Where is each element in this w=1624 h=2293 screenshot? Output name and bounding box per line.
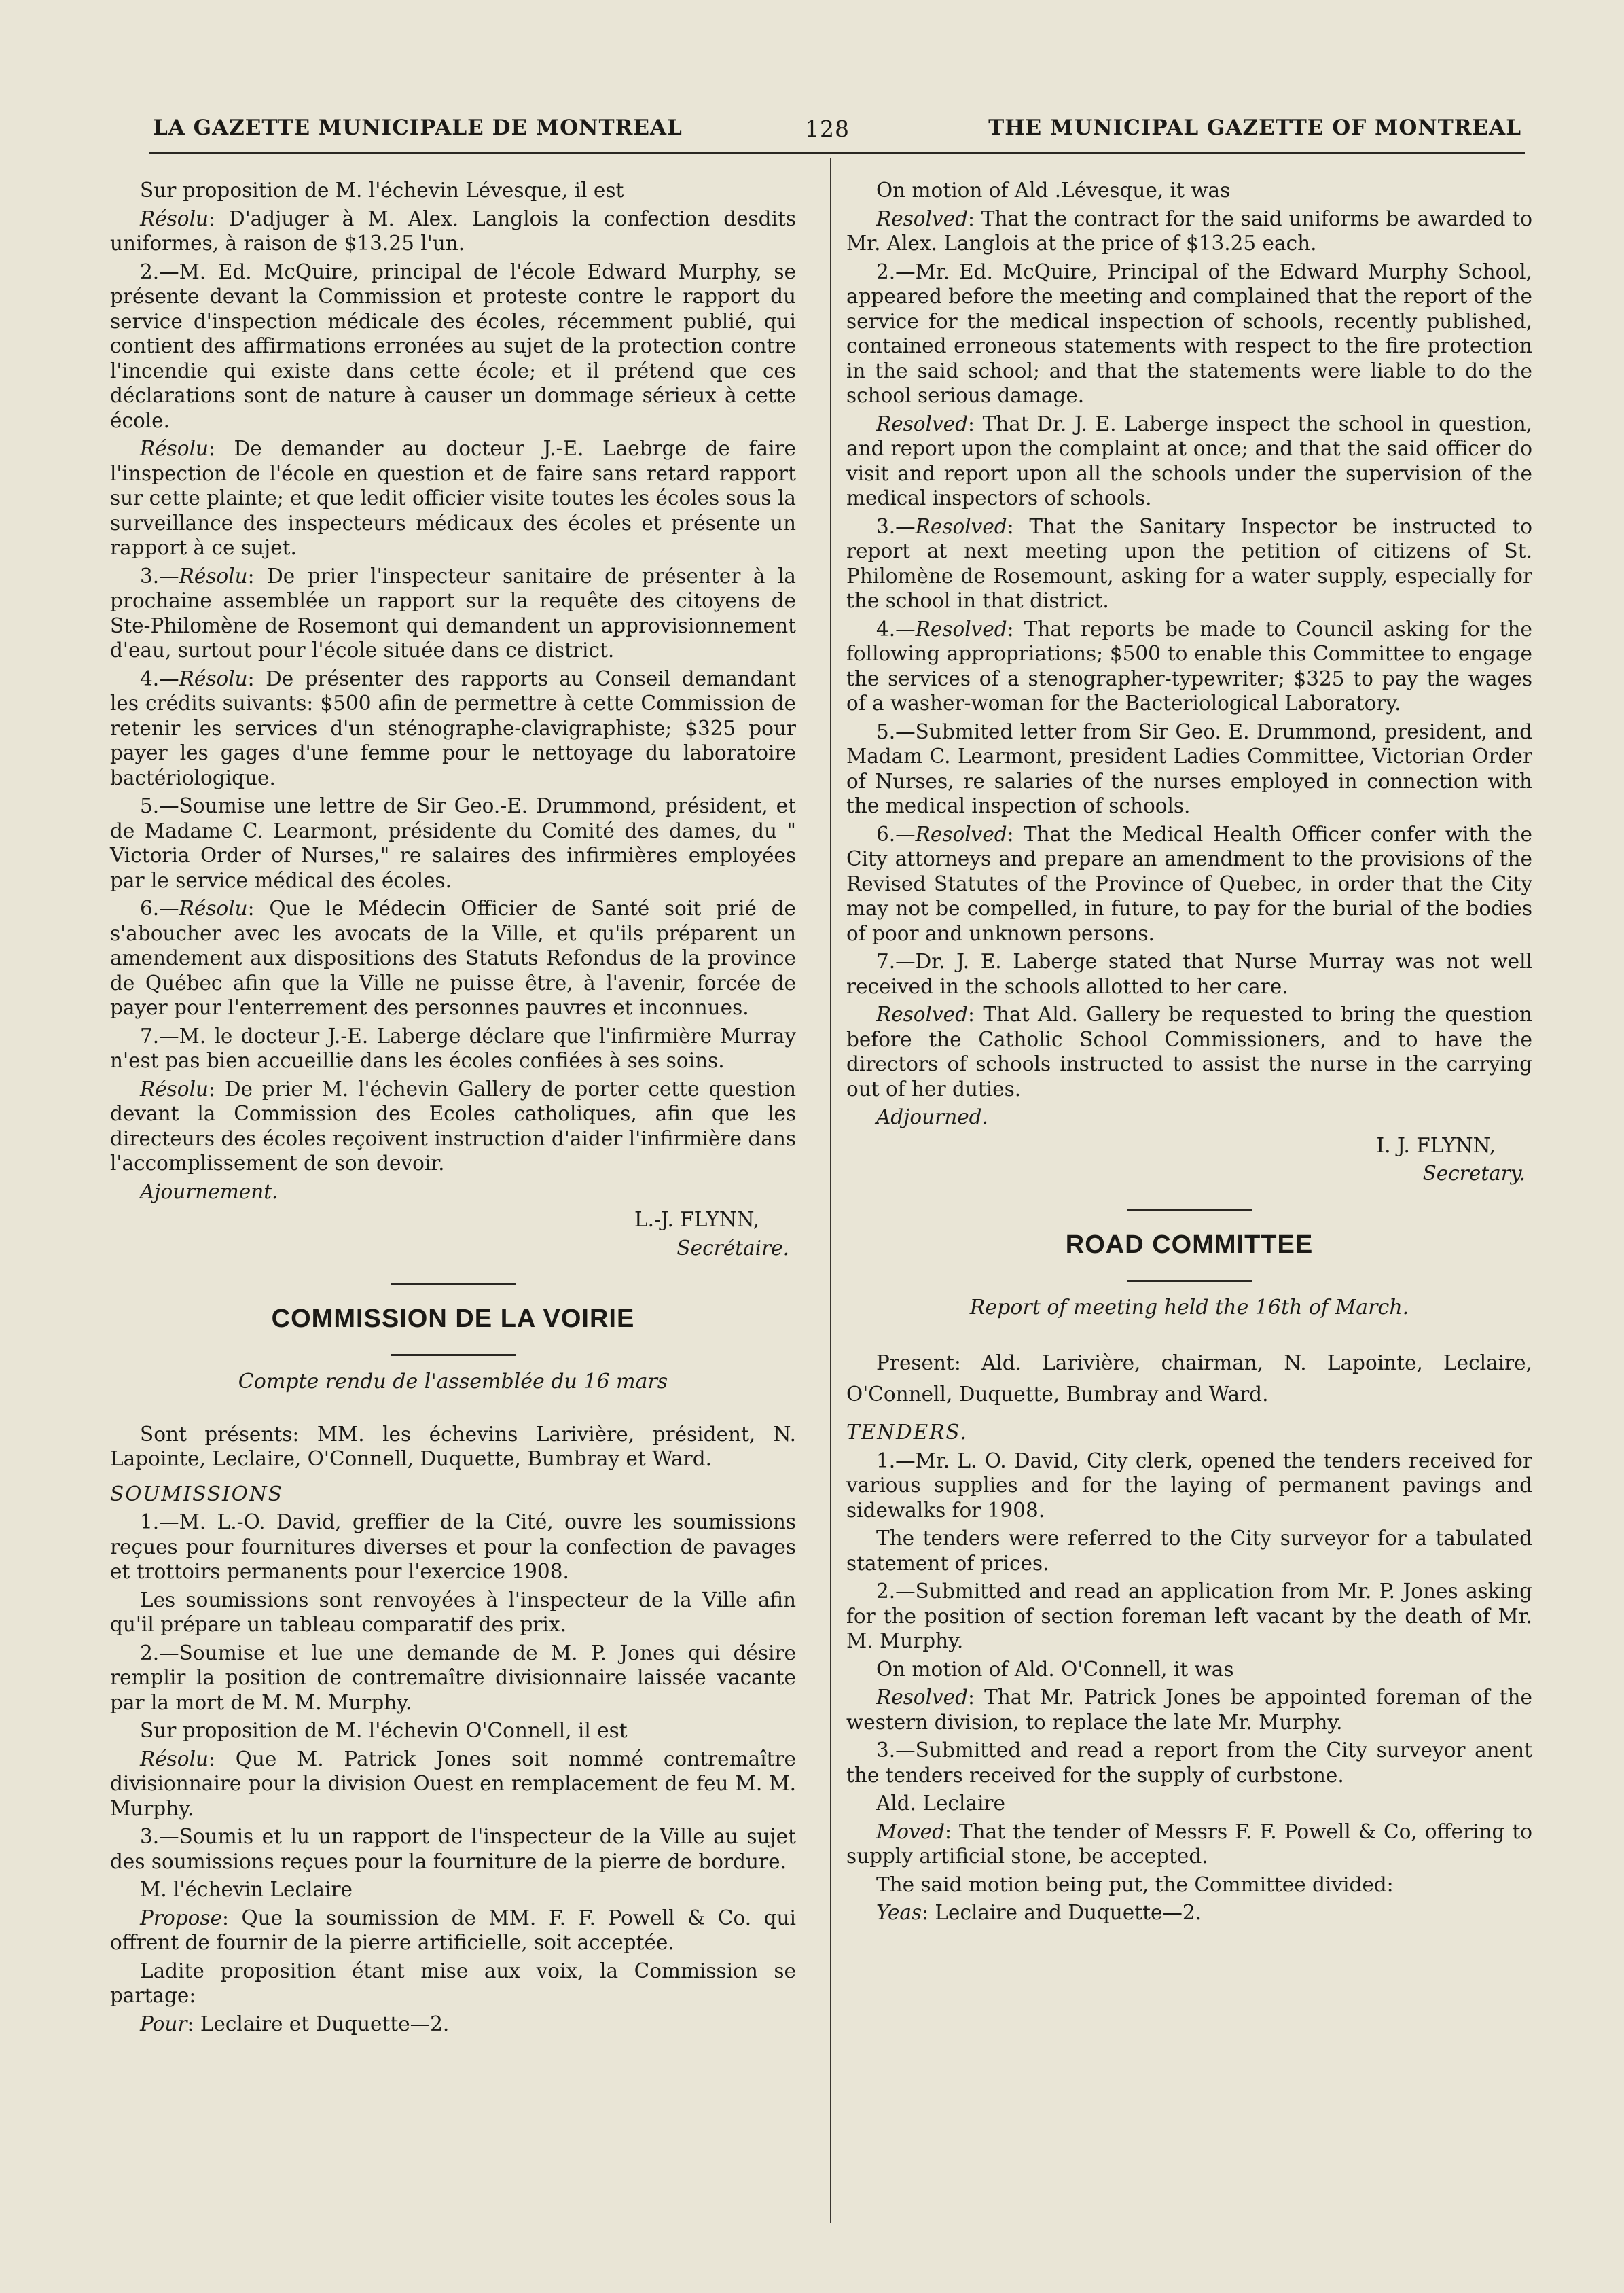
paragraph: 7.—Dr. J. E. Laberge stated that Nurse Murray was not well received in the schools allotted to her care. bbox=[846, 950, 1532, 998]
paragraph: The said motion being put, the Committee divided: bbox=[876, 1872, 1394, 1896]
paragraph: Résolu: D'adjuger à M. Alex. Langlois la confection desdits uniformes, à raison de $13.25 l'un. bbox=[110, 207, 796, 255]
section-subtitle: Report of meeting held the 16th of March. bbox=[969, 1295, 1409, 1319]
paragraph: Ald. Leclaire bbox=[876, 1792, 1005, 1815]
adjournment: Adjourned. bbox=[876, 1105, 988, 1128]
subheading: SOUMISSIONS bbox=[110, 1482, 283, 1506]
paragraph: 1.—Mr. L. O. David, City clerk, opened the tenders received for various supplies and for the laying of permanent pavings and sidewalks for 1908. bbox=[846, 1448, 1532, 1522]
attendance: Sont présents: MM. les échevins Larivière, président, N. Lapointe, Leclaire, O'Connell, Duquette, Bumbray et Ward. bbox=[110, 1422, 796, 1470]
page-header bbox=[149, 109, 1525, 154]
attendance: Present: Ald. Larivière, chairman, N. Lapointe, Leclaire, O'Connell, Duquette, Bumbray and Ward. bbox=[846, 1351, 1532, 1406]
signature-title: Secretary. bbox=[1422, 1162, 1526, 1185]
paragraph: 1.—M. L.-O. David, greffier de la Cité, ouvre les soumissions reçues pour fournitures diverses et pour la confection de pavages et trottoirs permanents pour l'exercice 1908. bbox=[110, 1510, 796, 1583]
paragraph: The tenders were referred to the City surveyor for a tabulated statement of prices. bbox=[846, 1527, 1532, 1575]
paragraph: 2.—Mr. Ed. McQuire, Principal of the Edward Murphy School, appeared before the meeting and complained that the report of the service for the medical inspection of schools, recently published, contained erroneous statements with respect to the fire protection in the said school; and that the statements were liable to do the school serious damage. bbox=[846, 260, 1532, 407]
paragraph: Ladite proposition étant mise aux voix, la Commission se partage: bbox=[110, 1959, 796, 2007]
paragraph: 3.—Soumis et lu un rapport de l'inspecteur de la Ville au sujet des soumissions reçues pour la fourniture de la pierre de bordure. bbox=[110, 1825, 796, 1873]
paragraph: M. l'échevin Leclaire bbox=[140, 1878, 353, 1901]
french-column bbox=[110, 178, 796, 2040]
paragraph: Résolu: De prier M. l'échevin Gallery de porter cette question devant la Commission des Ecoles catholiques, afin que les directeurs des écoles reçoivent instruction d'aider l'infirmière dans l'accomplissement de son devoir. bbox=[110, 1077, 796, 1175]
paragraph: Sur proposition de M. l'échevin O'Connell, il est bbox=[140, 1719, 628, 1742]
paragraph: Moved: That the tender of Messrs F. F. Powell & Co, offering to supply artificial stone, be accepted. bbox=[846, 1819, 1532, 1868]
column-divider bbox=[830, 158, 831, 2223]
paragraph: On motion of Ald. O'Connell, it was bbox=[876, 1657, 1234, 1681]
paragraph: 3.—Submitted and read a report from the City surveyor anent the tenders received for the supply of curbstone. bbox=[846, 1739, 1532, 1787]
header-title-en: THE MUNICIPAL GAZETTE OF MONTREAL bbox=[988, 115, 1521, 140]
section-subtitle: Compte rendu de l'assemblée du 16 mars bbox=[238, 1370, 668, 1393]
signature-name: I. J. FLYNN, bbox=[1376, 1133, 1496, 1157]
paragraph: Resolved: That the contract for the said uniforms be awarded to Mr. Alex. Langlois at the price of $13.25 each. bbox=[846, 207, 1532, 255]
paragraph: Résolu: Que M. Patrick Jones soit nommé contremaître divisionnaire pour la division Ouest en remplacement de feu M. M. Murphy. bbox=[110, 1747, 796, 1820]
paragraph: Propose: Que la soumission de MM. F. F. Powell & Co. qui offrent de fournir de la pierre artificielle, soit acceptée. bbox=[110, 1906, 796, 1954]
paragraph: 7.—M. le docteur J.-E. Laberge déclare que l'infirmière Murray n'est pas bien accueillie dans les écoles confiées à ses soins. bbox=[110, 1024, 796, 1072]
paragraph: Yeas: Leclaire and Duquette—2. bbox=[876, 1901, 1202, 1924]
paragraph: 6.—Résolu: Que le Médecin Officier de Santé soit prié de s'aboucher avec les avocats de la Ville, et qu'ils préparent un amendement aux dispositions des Statuts Refondus de la province de Québec afin que la Ville ne puisse être, à l'avenir, forcée de payer pour l'enterrement des personnes pauvres et inconnues. bbox=[110, 897, 796, 1019]
paragraph: Resolved: That Mr. Patrick Jones be appointed foreman of the western division, to replace the late Mr. Murphy. bbox=[846, 1686, 1532, 1734]
paragraph: 4.—Resolved: That reports be made to Council asking for the following appropriations; $500 to enable this Committee to engage the services of a stenographer-typewriter; $325 to pay the wages of a washer-woman for the Bacteriological Laboratory. bbox=[846, 617, 1532, 715]
paragraph: Resolved: That Ald. Gallery be requested to bring the question before the Catholic School Commissioners, and to have the directors of schools instructed to assist the nurse in the carrying out of her duties. bbox=[846, 1003, 1532, 1101]
paragraph: 2.—M. Ed. McQuire, principal de l'école Edward Murphy, se présente devant la Commission et proteste contre le rapport du service d'inspection médicale des écoles, récemment publié, qui contient des affirmations erronées au sujet de la protection contre l'incendie qui existe dans cette école; et il prétend que ces déclarations sont de nature à causer un dommage sérieux à cette école. bbox=[110, 260, 796, 432]
paragraph: 3.—Resolved: That the Sanitary Inspector be instructed to report at next meeting upon the petition of citizens of St. Philomène de Rosemount, asking for a water supply, especially for the school in that district. bbox=[846, 514, 1532, 612]
paragraph: 6.—Resolved: That the Medical Health Officer confer with the City attorneys and prepare an amendment to the provisions of the Revised Statutes of the Province of Quebec, in order that the City may not be compelled, in future, to pay for the burial of the bodies of poor and unknown persons. bbox=[846, 822, 1532, 945]
paragraph: 4.—Résolu: De présenter des rapports au Conseil demandant les crédits suivants: $500 afin de permettre à cette Commission de retenir les services d'un sténographe-clavigraphiste; $325 pour payer les gages d'une femme pour le nettoyage du laboratoire bactériologique. bbox=[110, 666, 796, 789]
paragraph: 5.—Submited letter from Sir Geo. E. Drummond, president, and Madam C. Learmont, president Ladies Committee, Victorian Order of Nurses, re salaries of the nurses employed in connection with the medical inspection of schools. bbox=[846, 719, 1532, 817]
section-title: COMMISSION DE LA VOIRIE bbox=[271, 1304, 635, 1333]
paragraph: Pour: Leclaire et Duquette—2. bbox=[140, 2012, 450, 2036]
adjournment: Ajournement. bbox=[140, 1179, 278, 1203]
signature-title: Secrétaire. bbox=[676, 1236, 789, 1260]
paragraph: 3.—Résolu: De prier l'inspecteur sanitaire de présenter à la prochaine assemblée un rapport sur la requête des citoyens de Ste-Philomène de Rosemont qui demandent un approvisionnement d'eau, surtout pour l'école située dans ce district. bbox=[110, 564, 796, 662]
paragraph: Les soumissions sont renvoyées à l'inspecteur de la Ville afin qu'il prépare un tableau comparatif des prix. bbox=[110, 1588, 796, 1636]
paragraph: 2.—Soumise et lue une demande de M. P. Jones qui désire remplir la position de contremaître divisionnaire laissée vacante par la mort de M. M. Murphy. bbox=[110, 1641, 796, 1714]
signature-name: L.-J. FLYNN, bbox=[634, 1208, 759, 1231]
paragraph: 5.—Soumise une lettre de Sir Geo.-E. Drummond, président, et de Madame C. Learmont, présidente du Comité des dames, du " Victoria Order of Nurses," re salaires des infirmières employées par le service médical des écoles. bbox=[110, 794, 796, 892]
paragraph: On motion of Ald .Lévesque, it was bbox=[876, 179, 1231, 202]
subheading: TENDERS. bbox=[846, 1421, 968, 1444]
paragraph: Resolved: That Dr. J. E. Laberge inspect the school in question, and report upon the complaint at once; and that the said officer do visit and report upon all the schools under the supervision of the medical inspectors of schools. bbox=[846, 412, 1532, 510]
header-title-fr: LA GAZETTE MUNICIPALE DE MONTREAL bbox=[153, 115, 683, 140]
section-title: ROAD COMMITTEE bbox=[1065, 1230, 1314, 1259]
english-column bbox=[846, 178, 1532, 1929]
paragraph: Résolu: De demander au docteur J.-E. Laebrge de faire l'inspection de l'école en question et de faire sans retard rapport sur cette plainte; et que ledit officier visite toutes les écoles sous la surveillance des inspecteurs médicaux des écoles et présente un rapport à ce sujet. bbox=[110, 437, 796, 559]
paragraph: 2.—Submitted and read an application from Mr. P. Jones asking for the position of section foreman left vacant by the death of Mr. M. Murphy. bbox=[846, 1580, 1532, 1652]
page-number: 128 bbox=[805, 115, 850, 142]
paragraph: Sur proposition de M. l'échevin Lévesque, il est bbox=[140, 179, 624, 202]
